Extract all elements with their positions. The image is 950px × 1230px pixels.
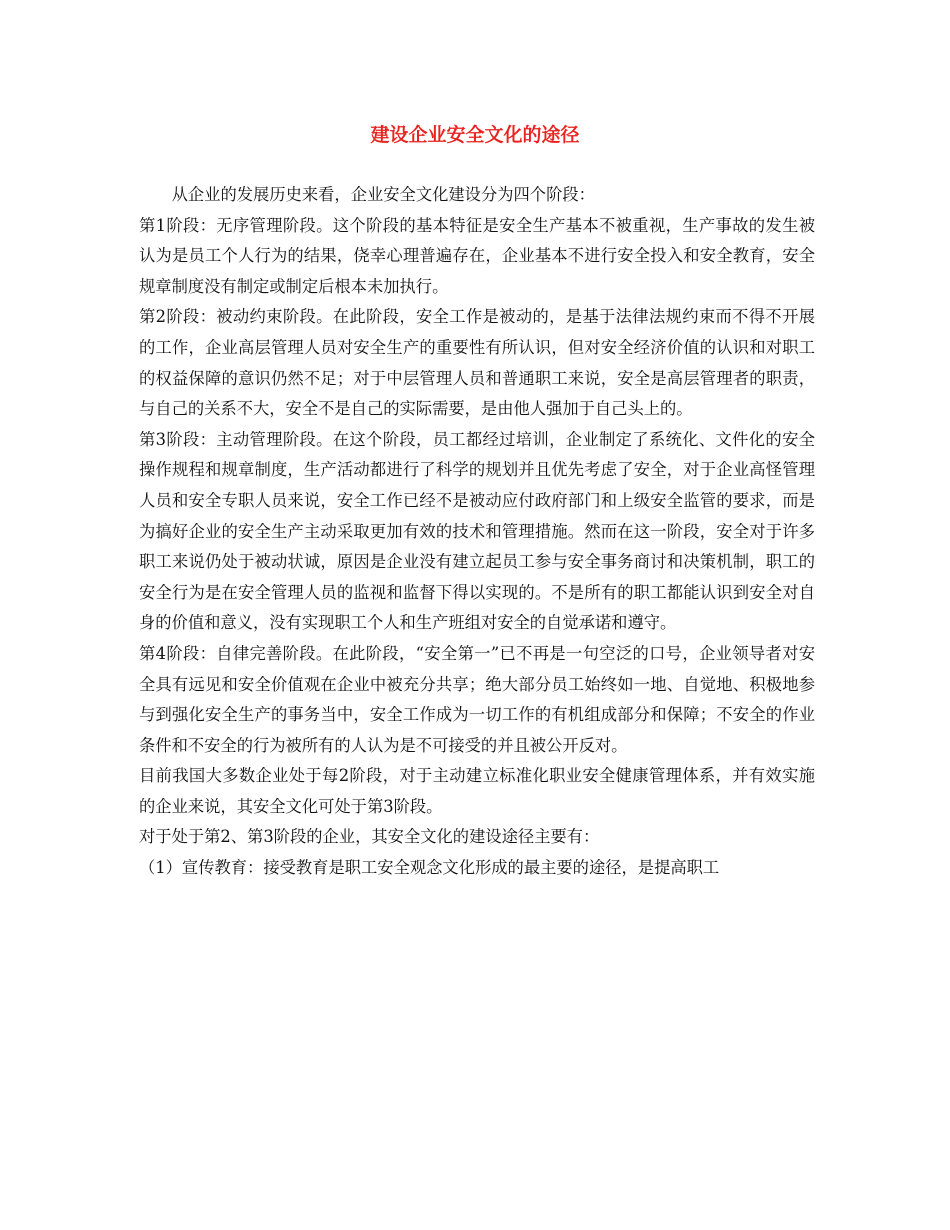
current-status-paragraph: 目前我国大多数企业处于每2阶段，对于主动建立标准化职业安全健康管理体系，并有效实施的企业来说，其安全文化可处于第3阶段。 (139, 766, 815, 816)
stage-4-paragraph: 第4阶段：自律完善阶段。在此阶段，“安全第一”已不再是一句空泛的口号，企业领导者对安全具有远见和安全价值观在企业中被充分共享；绝大部分员工始终如一地、自觉地、积极地参与到强化安全生产的事务当中，安全工作成为一切工作的有机组成部分和保障；不安全的作业条件和不安全的行为被所有的人认为是不可接受的并且被公开反对。 (139, 643, 815, 755)
approach-1-paragraph: （1）宣传教育：接受教育是职工安全观念文化形成的最主要的途径，是提高职工 (139, 858, 720, 878)
approaches-intro-paragraph: 对于处于第2、第3阶段的企业，其安全文化的建设途径主要有： (139, 827, 600, 847)
document-title: 建设企业安全文化的途径 (370, 124, 580, 146)
intro-paragraph: 从企业的发展历史来看，企业安全文化建设分为四个阶段： (171, 185, 595, 204)
document-body (139, 180, 815, 884)
stage-2-paragraph: 第2阶段：被动约束阶段。在此阶段，安全工作是被动的，是基于法律法规约束而不得不开展的工作，企业高层管理人员对安全生产的重要性有所认识，但对安全经济价值的认识和对职工的权益保障的意识仍然不足；对于中层管理人员和普通职工来说，安全是高层管理者的职责，与自己的关系不大，安全不是自己的实际需要，是由他人强加于自己头上的。 (139, 307, 815, 419)
stage-3-paragraph: 第3阶段：主动管理阶段。在这个阶段，员工都经过培训，企业制定了系统化、文件化的安全操作规程和规章制度，生产活动都进行了科学的规划并且优先考虑了安全，对于企业高怪管理人员和安全专职人员来说，安全工作已经不是被动应付政府部门和上级安全监管的要求，而是为搞好企业的安全生产主动采取更加有效的技术和管理措施。然而在这一阶段，安全对于许多职工来说仍处于被动状诚，原因是企业没有建立起员工参与安全事务商讨和决策机制，职工的安全行为是在安全管理人员的监视和监督下得以实现的。不是所有的职工都能认识到安全对自身的价值和意义，没有实现职工个人和生产班组对安全的自觉承诺和遵守。 (139, 429, 815, 633)
stage-1-paragraph: 第1阶段：无序管理阶段。这个阶段的基本特征是安全生产基本不被重视，生产事故的发生被认为是员工个人行为的结果，侥幸心理普遍存在，企业基本不进行安全投入和安全教育，安全规章制度没有制定或制定后根本未加执行。 (139, 215, 815, 296)
